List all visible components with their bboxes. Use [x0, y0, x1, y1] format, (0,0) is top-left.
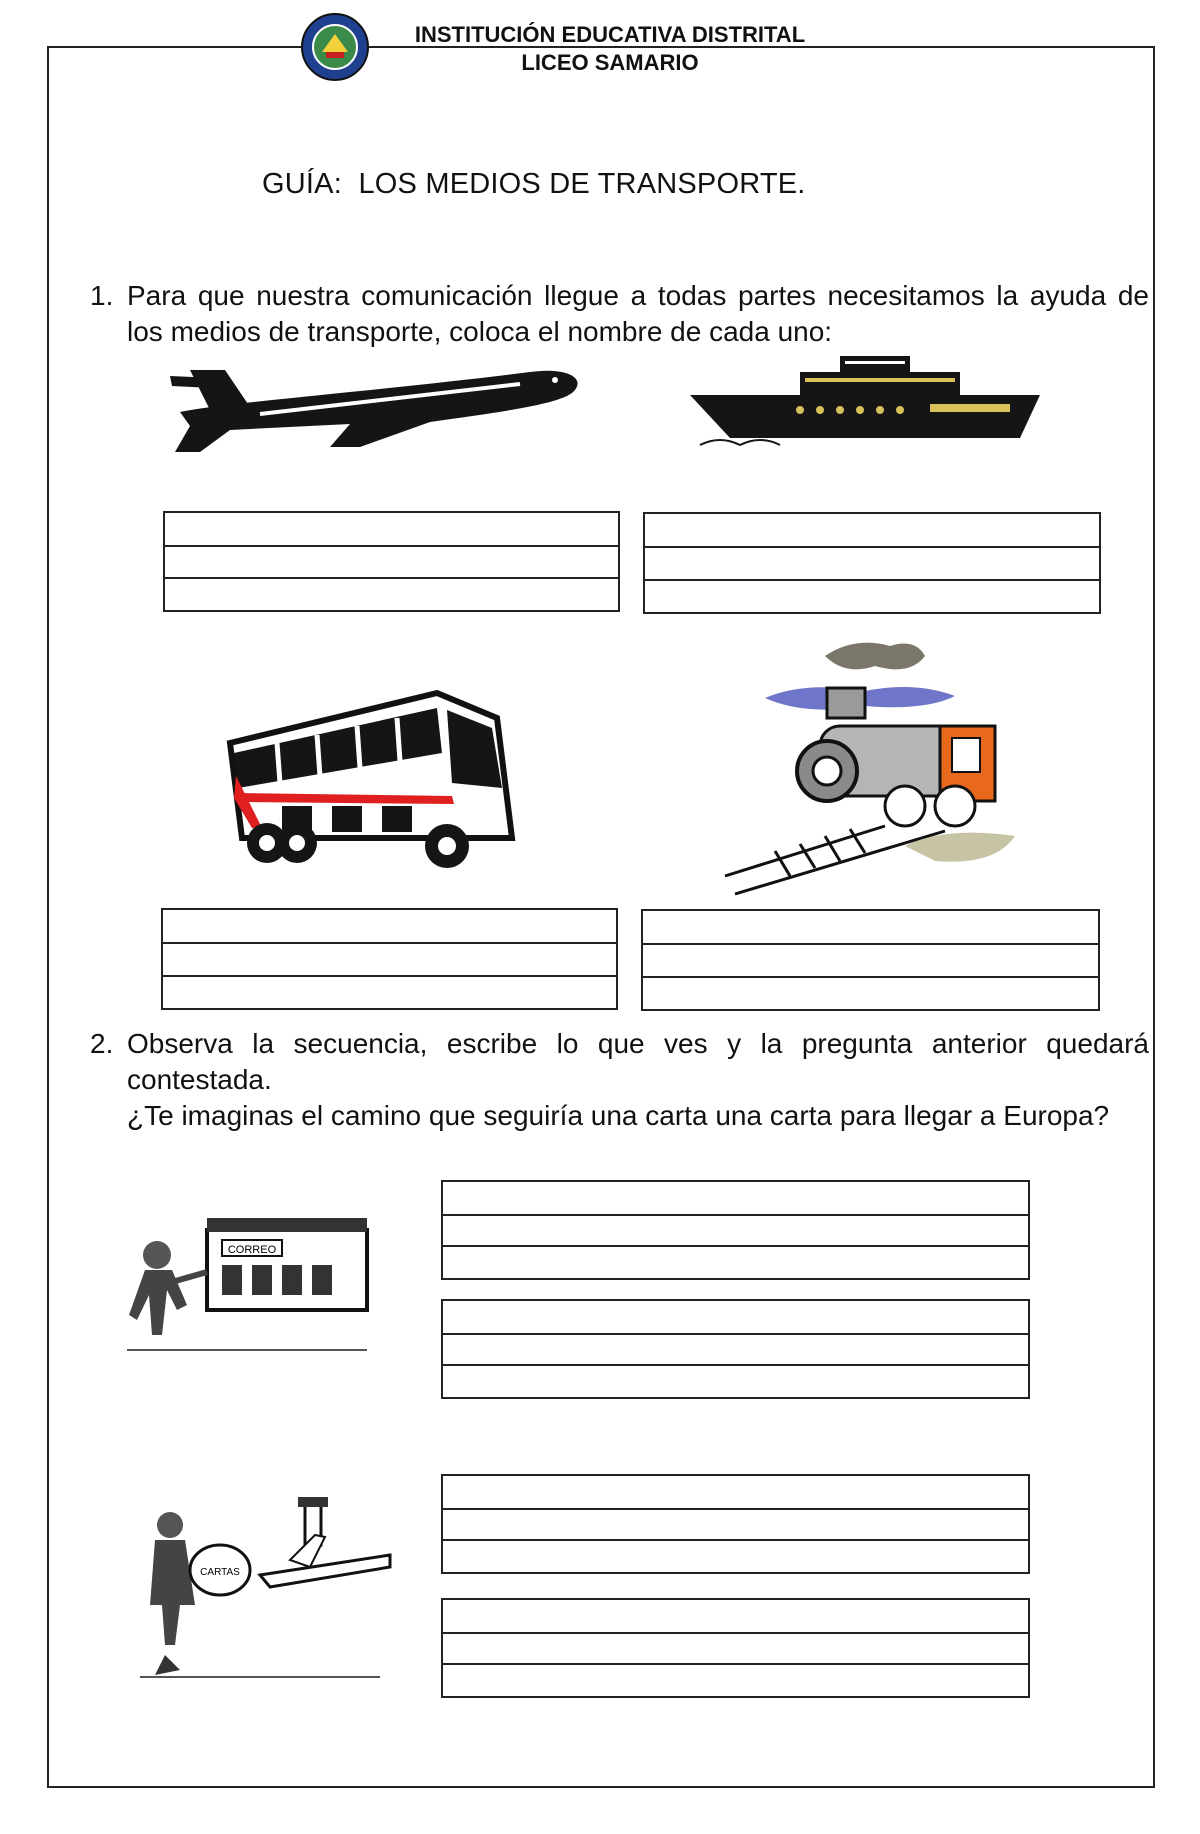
school-name: LICEO SAMARIO [521, 50, 699, 75]
answer-box-ship[interactable] [643, 512, 1101, 614]
airplane-illustration [170, 352, 590, 462]
answer-box-airplane[interactable] [163, 511, 620, 612]
mail-carrier-airport-illustration [140, 1495, 395, 1680]
ship-illustration [690, 350, 1040, 450]
question-1-number: 1. [90, 280, 114, 311]
answer-box-sequence-4[interactable] [441, 1598, 1030, 1698]
answer-box-sequence-2[interactable] [441, 1299, 1030, 1399]
answer-box-sequence-3[interactable] [441, 1474, 1030, 1574]
question-2-number: 2. [90, 1028, 114, 1059]
page-title: GUÍA: LOS MEDIOS DE TRANSPORTE. [262, 168, 806, 200]
school-seal-icon [300, 12, 370, 82]
mail-carrier-post-office-illustration [127, 1210, 387, 1360]
answer-box-bus[interactable] [161, 908, 618, 1010]
correo-sign: CORREO [227, 1244, 277, 1256]
cartas-label: CARTAS [200, 1567, 240, 1578]
bus-illustration [222, 688, 517, 873]
question-1-text: Para que nuestra comunicación llegue a todas partes necesitamos la ayuda de los medios de transporte, coloca el nombre de cada uno: [127, 280, 1149, 347]
answer-box-train[interactable] [641, 909, 1100, 1011]
train-illustration [715, 636, 1025, 896]
question-2-text: Observa la secuencia, escribe lo que ves y la pregunta anterior quedará contestada. [127, 1028, 1149, 1095]
question-2-question: ¿Te imaginas el camino que seguiría una carta una carta para llegar a Europa? [127, 1100, 1110, 1131]
institution-name: INSTITUCIÓN EDUCATIVA DISTRITAL [414, 22, 806, 47]
answer-box-sequence-1[interactable] [441, 1180, 1030, 1280]
